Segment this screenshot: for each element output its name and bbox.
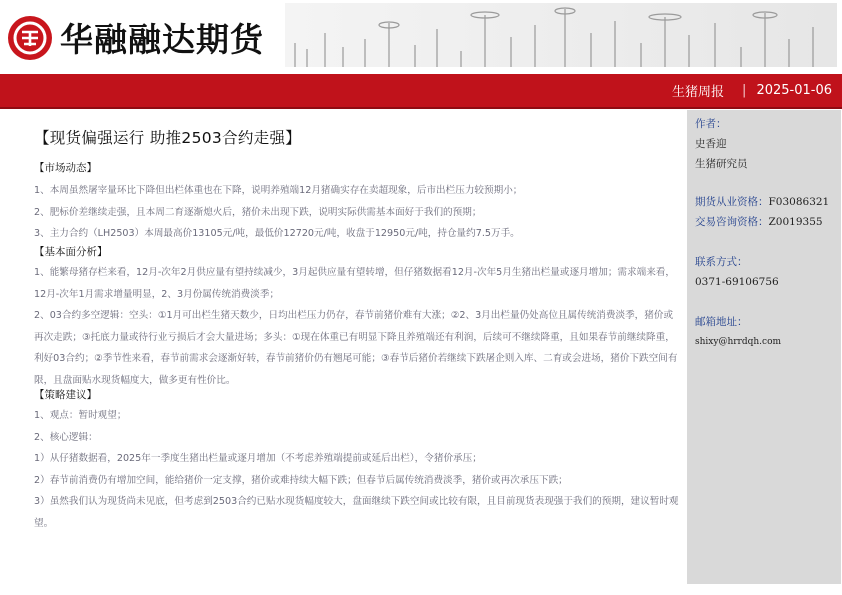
section-body-fundamentals xyxy=(34,262,680,391)
section-body-market xyxy=(34,180,680,245)
qualification-block xyxy=(695,192,829,232)
paragraph-line: 2、肥标价差继续走强，且本周二育逐渐熄火后，猪价未出现下跌，说明实际供需基本面好于我们的预期； xyxy=(34,206,482,218)
section-heading-fundamentals: 【基本面分析】 xyxy=(34,246,108,258)
report-title: 【现货偏强运行 助推2503合约走强】 xyxy=(34,129,302,147)
report-title-bar xyxy=(0,74,842,109)
author-name: 史香迎 xyxy=(695,138,727,150)
paragraph-line: 2、核心逻辑： xyxy=(34,431,98,443)
paragraph-line: 1、观点：暂时观望； xyxy=(34,410,127,421)
paragraph-line: 1、能繁母猪存栏来看，12月-次年2月供应量有望持续减少，3月起供应量有望转增，但仔猪数据看12月-次年5月生猪出栏量或逐月增加；需求端来看，12月-次年1月需求增量明显，2、3月份属传统消费淡季； xyxy=(34,267,675,300)
qual2-label: 交易咨询资格： xyxy=(695,216,769,228)
email-block xyxy=(695,312,781,352)
contact-label: 联系方式： xyxy=(695,256,748,268)
paragraph-line: 3、主力合约（LH2503）本周最高价13105元/吨，最低价12720元/吨，收盘于12950元/吨，持仓量约7.5万手。 xyxy=(34,228,520,239)
email-value[interactable]: shixy@hrrdqh.com xyxy=(695,337,782,347)
qual1-label: 期货从业资格： xyxy=(695,196,769,208)
qual1-value: F03086321 xyxy=(768,196,830,208)
section-body-strategy xyxy=(34,405,680,534)
paragraph-line: 1、本周虽然屠宰量环比下降但出栏体重也在下降，说明养殖端12月猪确实存在卖超现象，后市出栏压力较预期小； xyxy=(34,185,523,196)
brand-logo-icon xyxy=(8,16,52,60)
qual2-value: Z0019355 xyxy=(768,216,823,228)
author-block xyxy=(695,114,748,174)
brand-logo xyxy=(8,14,264,61)
paragraph-line: 2）春节前消费仍有增加空间，能给猪价一定支撑，猪价或难持续大幅下跌；但春节后属传统消费淡季，猪价或再次承压下跌； xyxy=(34,474,568,486)
city-skyline-decoration xyxy=(285,3,837,67)
contact-block xyxy=(695,252,779,292)
author-role: 生猪研究员 xyxy=(695,158,748,170)
report-header xyxy=(0,0,842,72)
paragraph-line: 1）从仔猪数据看，2025年一季度生猪出栏量或逐月增加（不考虑养殖端提前或延后出栏），令猪价承压； xyxy=(34,453,482,464)
contact-value: 0371-69106756 xyxy=(695,276,779,288)
title-separator: | xyxy=(742,83,747,98)
email-label: 邮箱地址： xyxy=(695,316,748,328)
section-heading-market: 【市场动态】 xyxy=(34,162,97,174)
report-date: 2025-01-06 xyxy=(756,83,832,98)
report-type: 生猪周报 xyxy=(672,85,725,100)
brand-name: 华融融达期货 xyxy=(60,20,264,59)
paragraph-line: 3）虽然我们认为现货尚未见底，但考虑到2503合约已贴水现货幅度较大，盘面继续下跌空间或比较有限，且目前现货表现强于我们的预期，建议暂时观望。 xyxy=(34,496,679,529)
author-label: 作者： xyxy=(695,118,727,130)
paragraph-line: 2、03合约多空逻辑：空头：①1月可出栏生猪天数少，日均出栏压力仍存，春节前猪价难有大涨；②2、3月出栏量仍处高位且属传统消费淡季，猪价或再次走跌；③托底力量或待行业亏损后才会大量进场；多头：①现在体重已有明显下降且养殖端还有利润，后续可不继续降重，且如果春节前继续降重，利好03合约；②季节性来看，春节前需求会逐渐好转，春节前猪价仍有翘尾可能；③春节后猪价若继续下跌屠企则入库、二育或会进场，猪价下跌空间有限，且盘面贴水现货幅度大，做多更有性价比。 xyxy=(34,310,678,386)
author-sidebar xyxy=(687,110,841,584)
section-heading-strategy: 【策略建议】 xyxy=(34,389,97,401)
